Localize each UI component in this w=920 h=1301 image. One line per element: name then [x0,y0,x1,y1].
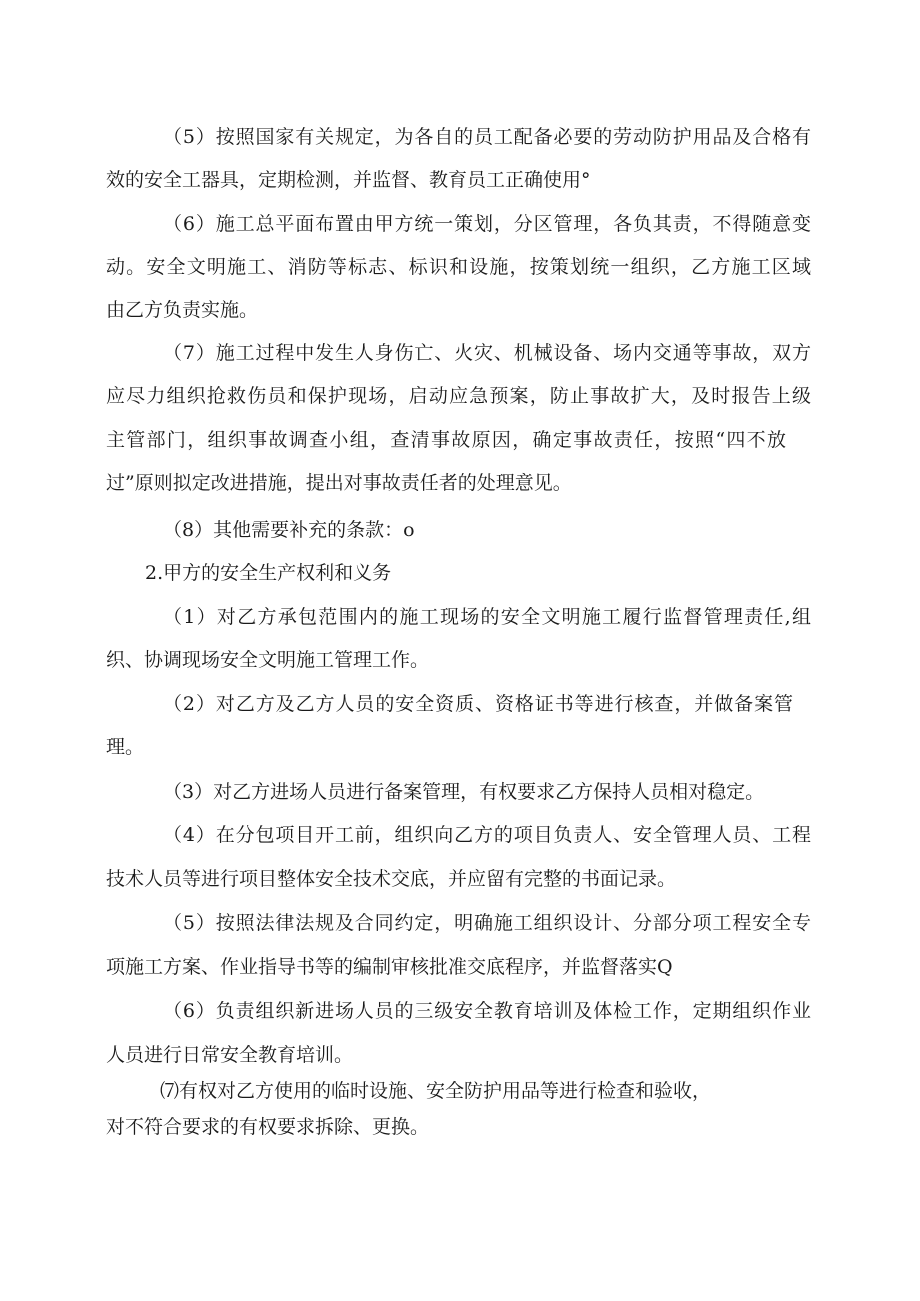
text-line: 动。安全文明施工、消防等标志、标识和设施，按策划统一组织，乙方施工区域 [106,256,811,278]
text-line: （5）按照法律法规及合同约定，明确施工组织设计、分部分项工程安全专 [163,912,811,934]
text-line: （6）施工总平面布置由甲方统一策划，分区管理，各负其责，不得随意变 [163,213,811,235]
text-line: （7）施工过程中发生人身伤亡、火灾、机械设备、场内交通等事故，双方 [163,342,811,364]
text-line: （6）负责组织新进场人员的三级安全教育培训及体检工作，定期组织作业 [163,1000,811,1022]
text-line: 技术人员等进行项目整体安全技术交底，并应留有完整的书面记录。 [106,868,677,890]
text-line: （4）在分包项目开工前，组织向乙方的项目负责人、安全管理人员、工程 [163,824,811,846]
text-line: （8）其他需要补充的条款：o [163,519,415,541]
text-line: （2）对乙方及乙方人员的安全资质、资格证书等进行核查，并做备案管 [163,693,793,715]
text-line: 项施工方案、作业指导书等的编制审核批准交底程序，并监督落实Q [106,956,673,978]
text-line: 效的安全工器具，定期检测，并监督、教育员工正确使用° [106,169,591,191]
text-line: （1）对乙方承包范围内的施工现场的安全文明施工履行监督管理责任,组 [163,606,811,628]
text-line: ⑺有权对乙方使用的临时设施、安全防护用品等进行检查和验收， [160,1080,712,1102]
text-line: 应尽力组织抢救伤员和保护现场，启动应急预案，防止事故扩大，及时报告上级 [106,385,811,407]
text-line: 主管部门，组织事故调查小组，查清事故原因，确定事故责任，按照“四不放 [106,429,786,451]
text-line: 人员进行日常安全教育培训。 [106,1044,354,1066]
section-heading: 2.甲方的安全生产权利和义务 [145,562,392,584]
text-line: 理。 [106,736,145,758]
text-line: 过”原则拟定改进措施，提出对事故责任者的处理意见。 [106,472,572,494]
text-line: 织、协调现场安全文明施工管理工作。 [106,649,430,671]
text-line: 由乙方负责实施。 [106,299,259,321]
text-line: （5）按照国家有关规定，为各自的员工配备必要的劳动防护用品及合格有 [163,126,811,148]
text-line: （3）对乙方进场人员进行备案管理，有权要求乙方保持人员相对稳定。 [163,781,765,803]
text-line: 对不符合要求的有权要求拆除、更换。 [106,1116,430,1138]
